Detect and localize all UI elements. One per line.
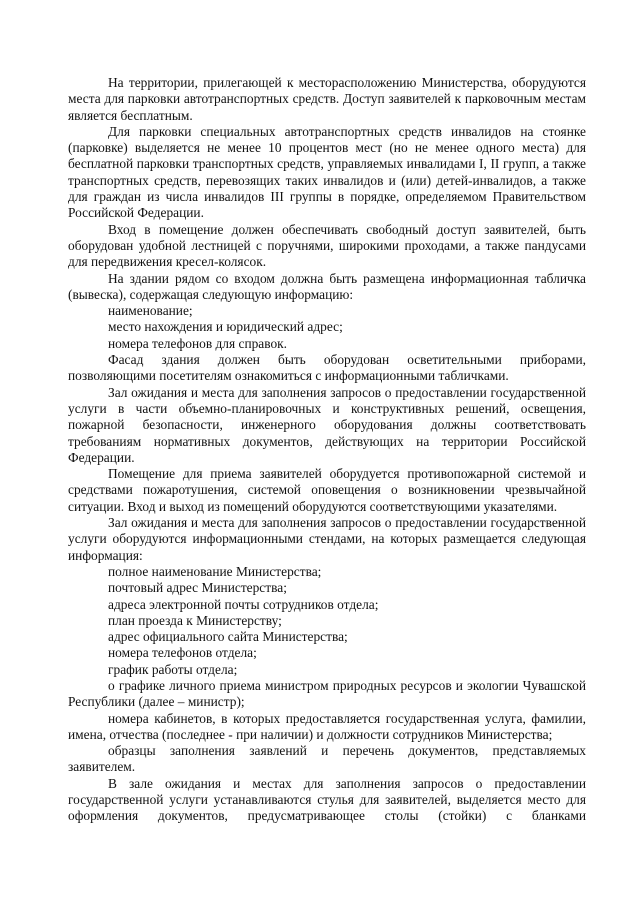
list-item: наименование; <box>108 303 193 319</box>
paragraph-info-stands: Зал ожидания и места для заполнения запросов о предоставлении государственной услуги оборудуются информационными стендами, на которых размещается следующая информация: <box>68 515 586 563</box>
paragraph-minister-schedule: о графике личного приема министром природных ресурсов и экологии Чувашской Республики (далее – министр); <box>68 677 586 710</box>
list-item: место нахождения и юридический адрес; <box>108 319 343 335</box>
paragraph-office-numbers: номера кабинетов, в которых предоставляется государственная услуга, фамилии, имена, отчества (последнее - при наличии) и должности сотрудников Министерства; <box>68 710 586 742</box>
paragraph-sample-forms: образцы заполнения заявлений и перечень документов, представляемых заявителем. <box>68 743 586 775</box>
list-item: полное наименование Министерства; <box>108 563 322 579</box>
list-item: почтовый адрес Министерства; <box>108 580 287 596</box>
paragraph-disabled-parking: Для парковки специальных автотранспортных средств инвалидов на стоянке (парковке) выделяется не менее 10 процентов мест (но не менее одного места) для бесплатной парковки транспортных средств, управляемых инвалидами I, II групп, а также транспортных средств, перевозящих таких инвалидов и (или) детей-инвалидов, а также для граждан из числа инвалидов III группы в порядке, определяемом Правительством Российской Федерации. <box>68 123 586 221</box>
paragraph-signboard: На здании рядом со входом должна быть размещена информационная табличка (вывеска), содержащая следующую информацию: <box>68 270 586 302</box>
paragraph-fire-safety: Помещение для приема заявителей оборудуется противопожарной системой и средствами пожаротушения, системой оповещения о возникновении чрезвычайной ситуации. Вход и выход из помещений оборудуются соответствующими указателями. <box>68 466 586 514</box>
list-item: номера телефонов отдела; <box>108 645 257 661</box>
paragraph-waiting-hall: Зал ожидания и места для заполнения запросов о предоставлении государственной услуги в части объемно-планировочных и конструктивных решений, освещения, пожарной безопасности, инженерного оборудования должны соответствовать требованиям нормативных документов, действующих на территории Российской Федерации. <box>68 384 586 465</box>
paragraph-entrance: Вход в помещение должен обеспечивать свободный доступ заявителей, быть оборудован удобной лестницей с поручнями, широкими проходами, а также пандусами для передвижения кресел-колясок. <box>68 221 586 270</box>
paragraph-parking: На территории, прилегающей к месторасположению Министерства, оборудуются места для парковки автотранспортных средств. Доступ заявителей к парковочным местам является бесплатным. <box>68 75 586 123</box>
document-page <box>68 75 586 825</box>
list-item: график работы отдела; <box>108 661 238 677</box>
paragraph-facade: Фасад здания должен быть оборудован осветительными приборами, позволяющими посетителям ознакомиться с информационными табличками. <box>68 352 586 384</box>
list-item: план проезда к Министерству; <box>108 612 282 628</box>
list-item: адрес официального сайта Министерства; <box>108 629 348 645</box>
paragraph-seating: В зале ожидания и местах для заполнения запросов о предоставлении государственной услуги устанавливаются стулья для заявителей, выделяется место для оформления документов, предусматривающее столы (стойки) с бланками <box>68 775 586 824</box>
list-item: номера телефонов для справок. <box>108 335 288 351</box>
list-item: адреса электронной почты сотрудников отдела; <box>108 596 379 612</box>
